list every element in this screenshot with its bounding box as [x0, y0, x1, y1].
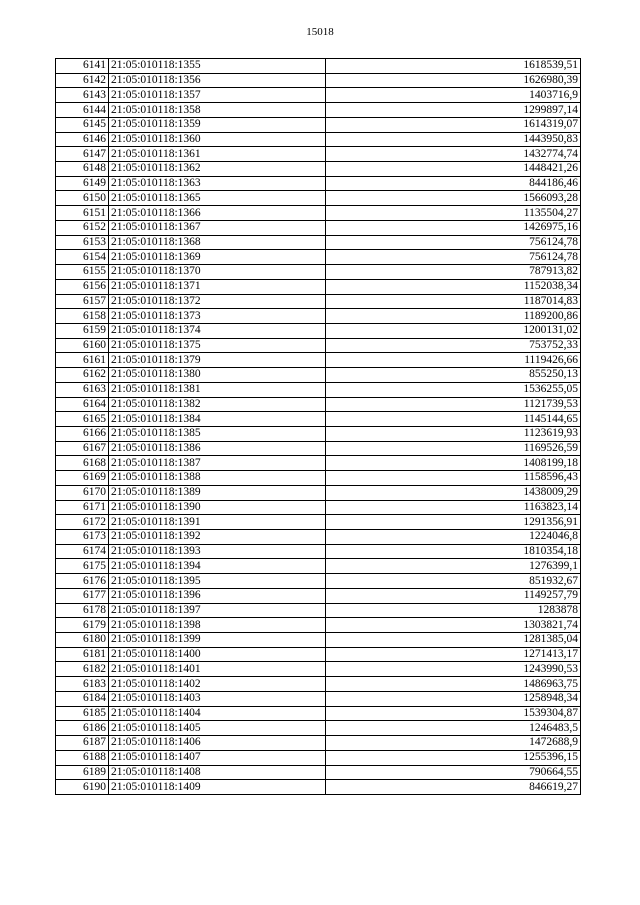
cadastral-number-cell: 21:05:010118:1375: [109, 338, 326, 353]
table-row: [56, 147, 581, 162]
row-number-cell: 6184: [56, 691, 109, 706]
cadastral-number-cell: 21:05:010118:1388: [109, 471, 326, 486]
table-row: [56, 485, 581, 500]
row-number-cell: 6158: [56, 309, 109, 324]
cadastral-value-cell: 1152038,34: [326, 279, 581, 294]
row-number-cell: 6171: [56, 500, 109, 515]
row-number-cell: 6149: [56, 176, 109, 191]
cadastral-value-cell: 1408199,18: [326, 456, 581, 471]
table-row: [56, 117, 581, 132]
table-row: [56, 294, 581, 309]
cadastral-number-cell: 21:05:010118:1387: [109, 456, 326, 471]
row-number-cell: 6144: [56, 103, 109, 118]
table-row: [56, 471, 581, 486]
cadastral-number-cell: 21:05:010118:1402: [109, 677, 326, 692]
cadastral-value-cell: 790664,55: [326, 765, 581, 780]
row-number-cell: 6186: [56, 721, 109, 736]
cadastral-number-cell: 21:05:010118:1367: [109, 220, 326, 235]
row-number-cell: 6190: [56, 780, 109, 795]
row-number-cell: 6150: [56, 191, 109, 206]
table-row: [56, 88, 581, 103]
cadastral-value-cell: 1438009,29: [326, 485, 581, 500]
row-number-cell: 6180: [56, 633, 109, 648]
table-row: [56, 544, 581, 559]
row-number-cell: 6188: [56, 750, 109, 765]
table-row: [56, 515, 581, 530]
row-number-cell: 6176: [56, 574, 109, 589]
cadastral-value-cell: 1426975,16: [326, 220, 581, 235]
cadastral-number-cell: 21:05:010118:1392: [109, 530, 326, 545]
cadastral-number-cell: 21:05:010118:1393: [109, 544, 326, 559]
row-number-cell: 6161: [56, 353, 109, 368]
cadastral-number-cell: 21:05:010118:1386: [109, 441, 326, 456]
cadastral-value-cell: 1472688,9: [326, 736, 581, 751]
table-row: [56, 162, 581, 177]
cadastral-number-cell: 21:05:010118:1359: [109, 117, 326, 132]
row-number-cell: 6156: [56, 279, 109, 294]
table-row: [56, 647, 581, 662]
cadastral-number-cell: 21:05:010118:1407: [109, 750, 326, 765]
table-row: [56, 265, 581, 280]
row-number-cell: 6155: [56, 265, 109, 280]
cadastral-value-cell: 844186,46: [326, 176, 581, 191]
row-number-cell: 6185: [56, 706, 109, 721]
cadastral-value-cell: 1539304,87: [326, 706, 581, 721]
table-row: [56, 441, 581, 456]
row-number-cell: 6187: [56, 736, 109, 751]
cadastral-value-cell: 1303821,74: [326, 618, 581, 633]
cadastral-value-cell: 1276399,1: [326, 559, 581, 574]
cadastral-number-cell: 21:05:010118:1404: [109, 706, 326, 721]
cadastral-value-cell: 846619,27: [326, 780, 581, 795]
cadastral-number-cell: 21:05:010118:1357: [109, 88, 326, 103]
row-number-cell: 6163: [56, 382, 109, 397]
row-number-cell: 6166: [56, 426, 109, 441]
table-row: [56, 353, 581, 368]
cadastral-number-cell: 21:05:010118:1366: [109, 206, 326, 221]
table-row: [56, 500, 581, 515]
cadastral-number-cell: 21:05:010118:1395: [109, 574, 326, 589]
row-number-cell: 6168: [56, 456, 109, 471]
table-row: [56, 309, 581, 324]
cadastral-number-cell: 21:05:010118:1371: [109, 279, 326, 294]
row-number-cell: 6157: [56, 294, 109, 309]
row-number-cell: 6179: [56, 618, 109, 633]
page-number: 15018: [306, 26, 334, 38]
table-row: [56, 191, 581, 206]
cadastral-number-cell: 21:05:010118:1401: [109, 662, 326, 677]
cadastral-value-cell: 1145144,65: [326, 412, 581, 427]
table-row: [56, 603, 581, 618]
cadastral-number-cell: 21:05:010118:1384: [109, 412, 326, 427]
cadastral-value-cell: 1626980,39: [326, 73, 581, 88]
row-number-cell: 6173: [56, 530, 109, 545]
cadastral-value-cell: 1158596,43: [326, 471, 581, 486]
cadastral-number-cell: 21:05:010118:1398: [109, 618, 326, 633]
row-number-cell: 6148: [56, 162, 109, 177]
cadastral-value-cell: 1123619,93: [326, 426, 581, 441]
cadastral-number-cell: 21:05:010118:1397: [109, 603, 326, 618]
cadastral-number-cell: 21:05:010118:1405: [109, 721, 326, 736]
cadastral-value-cell: 753752,33: [326, 338, 581, 353]
cadastral-number-cell: 21:05:010118:1382: [109, 397, 326, 412]
table-row: [56, 397, 581, 412]
cadastral-value-table: [55, 58, 581, 795]
row-number-cell: 6165: [56, 412, 109, 427]
cadastral-number-cell: 21:05:010118:1403: [109, 691, 326, 706]
row-number-cell: 6189: [56, 765, 109, 780]
cadastral-number-cell: 21:05:010118:1355: [109, 59, 326, 74]
cadastral-value-cell: 1810354,18: [326, 544, 581, 559]
row-number-cell: 6153: [56, 235, 109, 250]
table-row: [56, 323, 581, 338]
cadastral-number-cell: 21:05:010118:1408: [109, 765, 326, 780]
cadastral-value-cell: 1255396,15: [326, 750, 581, 765]
table-row: [56, 736, 581, 751]
row-number-cell: 6146: [56, 132, 109, 147]
row-number-cell: 6162: [56, 368, 109, 383]
row-number-cell: 6154: [56, 250, 109, 265]
cadastral-number-cell: 21:05:010118:1370: [109, 265, 326, 280]
cadastral-value-cell: 1200131,02: [326, 323, 581, 338]
row-number-cell: 6178: [56, 603, 109, 618]
row-number-cell: 6170: [56, 485, 109, 500]
table-row: [56, 530, 581, 545]
row-number-cell: 6142: [56, 73, 109, 88]
table-row: [56, 633, 581, 648]
cadastral-value-cell: 1403716,9: [326, 88, 581, 103]
cadastral-number-cell: 21:05:010118:1363: [109, 176, 326, 191]
cadastral-number-cell: 21:05:010118:1396: [109, 588, 326, 603]
table-body: [56, 59, 581, 795]
table-row: [56, 662, 581, 677]
cadastral-number-cell: 21:05:010118:1394: [109, 559, 326, 574]
cadastral-number-cell: 21:05:010118:1400: [109, 647, 326, 662]
cadastral-number-cell: 21:05:010118:1360: [109, 132, 326, 147]
row-number-cell: 6164: [56, 397, 109, 412]
cadastral-number-cell: 21:05:010118:1365: [109, 191, 326, 206]
cadastral-number-cell: 21:05:010118:1390: [109, 500, 326, 515]
cadastral-value-cell: 1283878: [326, 603, 581, 618]
row-number-cell: 6160: [56, 338, 109, 353]
row-number-cell: 6181: [56, 647, 109, 662]
table-row: [56, 750, 581, 765]
cadastral-value-cell: 1169526,59: [326, 441, 581, 456]
table-row: [56, 691, 581, 706]
cadastral-number-cell: 21:05:010118:1406: [109, 736, 326, 751]
row-number-cell: 6147: [56, 147, 109, 162]
table-row: [56, 721, 581, 736]
cadastral-number-cell: 21:05:010118:1356: [109, 73, 326, 88]
cadastral-number-cell: 21:05:010118:1358: [109, 103, 326, 118]
table-row: [56, 250, 581, 265]
cadastral-value-cell: 1135504,27: [326, 206, 581, 221]
table-row: [56, 559, 581, 574]
cadastral-value-cell: 756124,78: [326, 250, 581, 265]
table-row: [56, 132, 581, 147]
cadastral-value-cell: 1299897,14: [326, 103, 581, 118]
cadastral-number-cell: 21:05:010118:1380: [109, 368, 326, 383]
cadastral-number-cell: 21:05:010118:1374: [109, 323, 326, 338]
row-number-cell: 6151: [56, 206, 109, 221]
cadastral-value-cell: 1189200,86: [326, 309, 581, 324]
row-number-cell: 6152: [56, 220, 109, 235]
row-number-cell: 6182: [56, 662, 109, 677]
table-row: [56, 780, 581, 795]
cadastral-number-cell: 21:05:010118:1361: [109, 147, 326, 162]
cadastral-value-cell: 1618539,51: [326, 59, 581, 74]
table-row: [56, 235, 581, 250]
cadastral-value-cell: 1536255,05: [326, 382, 581, 397]
cadastral-value-cell: 1486963,75: [326, 677, 581, 692]
cadastral-value-cell: 1566093,28: [326, 191, 581, 206]
row-number-cell: 6169: [56, 471, 109, 486]
cadastral-value-cell: 756124,78: [326, 235, 581, 250]
cadastral-value-cell: 1614319,07: [326, 117, 581, 132]
cadastral-value-cell: 855250,13: [326, 368, 581, 383]
table-row: [56, 456, 581, 471]
table-row: [56, 706, 581, 721]
row-number-cell: 6141: [56, 59, 109, 74]
cadastral-value-cell: 1224046,8: [326, 530, 581, 545]
table-row: [56, 73, 581, 88]
table-row: [56, 103, 581, 118]
cadastral-number-cell: 21:05:010118:1381: [109, 382, 326, 397]
cadastral-number-cell: 21:05:010118:1399: [109, 633, 326, 648]
cadastral-value-cell: 787913,82: [326, 265, 581, 280]
cadastral-value-cell: 1258948,34: [326, 691, 581, 706]
cadastral-number-cell: 21:05:010118:1379: [109, 353, 326, 368]
cadastral-number-cell: 21:05:010118:1409: [109, 780, 326, 795]
cadastral-value-cell: 1432774,74: [326, 147, 581, 162]
table-row: [56, 677, 581, 692]
row-number-cell: 6174: [56, 544, 109, 559]
row-number-cell: 6159: [56, 323, 109, 338]
table-row: [56, 368, 581, 383]
row-number-cell: 6167: [56, 441, 109, 456]
table-row: [56, 59, 581, 74]
table-row: [56, 765, 581, 780]
cadastral-value-cell: 1271413,17: [326, 647, 581, 662]
cadastral-number-cell: 21:05:010118:1368: [109, 235, 326, 250]
table-row: [56, 220, 581, 235]
cadastral-value-cell: 1246483,5: [326, 721, 581, 736]
cadastral-value-cell: 1243990,53: [326, 662, 581, 677]
table-row: [56, 338, 581, 353]
table-row: [56, 412, 581, 427]
row-number-cell: 6143: [56, 88, 109, 103]
cadastral-value-cell: 1291356,91: [326, 515, 581, 530]
cadastral-number-cell: 21:05:010118:1389: [109, 485, 326, 500]
cadastral-number-cell: 21:05:010118:1385: [109, 426, 326, 441]
cadastral-value-cell: 1187014,83: [326, 294, 581, 309]
cadastral-number-cell: 21:05:010118:1372: [109, 294, 326, 309]
cadastral-number-cell: 21:05:010118:1373: [109, 309, 326, 324]
cadastral-number-cell: 21:05:010118:1369: [109, 250, 326, 265]
table-row: [56, 588, 581, 603]
table-row: [56, 382, 581, 397]
cadastral-value-cell: 1281385,04: [326, 633, 581, 648]
cadastral-value-cell: 1163823,14: [326, 500, 581, 515]
table-row: [56, 176, 581, 191]
cadastral-value-cell: 851932,67: [326, 574, 581, 589]
cadastral-value-cell: 1149257,79: [326, 588, 581, 603]
row-number-cell: 6172: [56, 515, 109, 530]
table-row: [56, 574, 581, 589]
cadastral-value-cell: 1119426,66: [326, 353, 581, 368]
row-number-cell: 6177: [56, 588, 109, 603]
table-row: [56, 279, 581, 294]
cadastral-number-cell: 21:05:010118:1391: [109, 515, 326, 530]
cadastral-value-cell: 1448421,26: [326, 162, 581, 177]
row-number-cell: 6145: [56, 117, 109, 132]
table-row: [56, 206, 581, 221]
table-row: [56, 618, 581, 633]
row-number-cell: 6175: [56, 559, 109, 574]
cadastral-value-cell: 1443950,83: [326, 132, 581, 147]
table-row: [56, 426, 581, 441]
cadastral-value-cell: 1121739,53: [326, 397, 581, 412]
row-number-cell: 6183: [56, 677, 109, 692]
cadastral-number-cell: 21:05:010118:1362: [109, 162, 326, 177]
